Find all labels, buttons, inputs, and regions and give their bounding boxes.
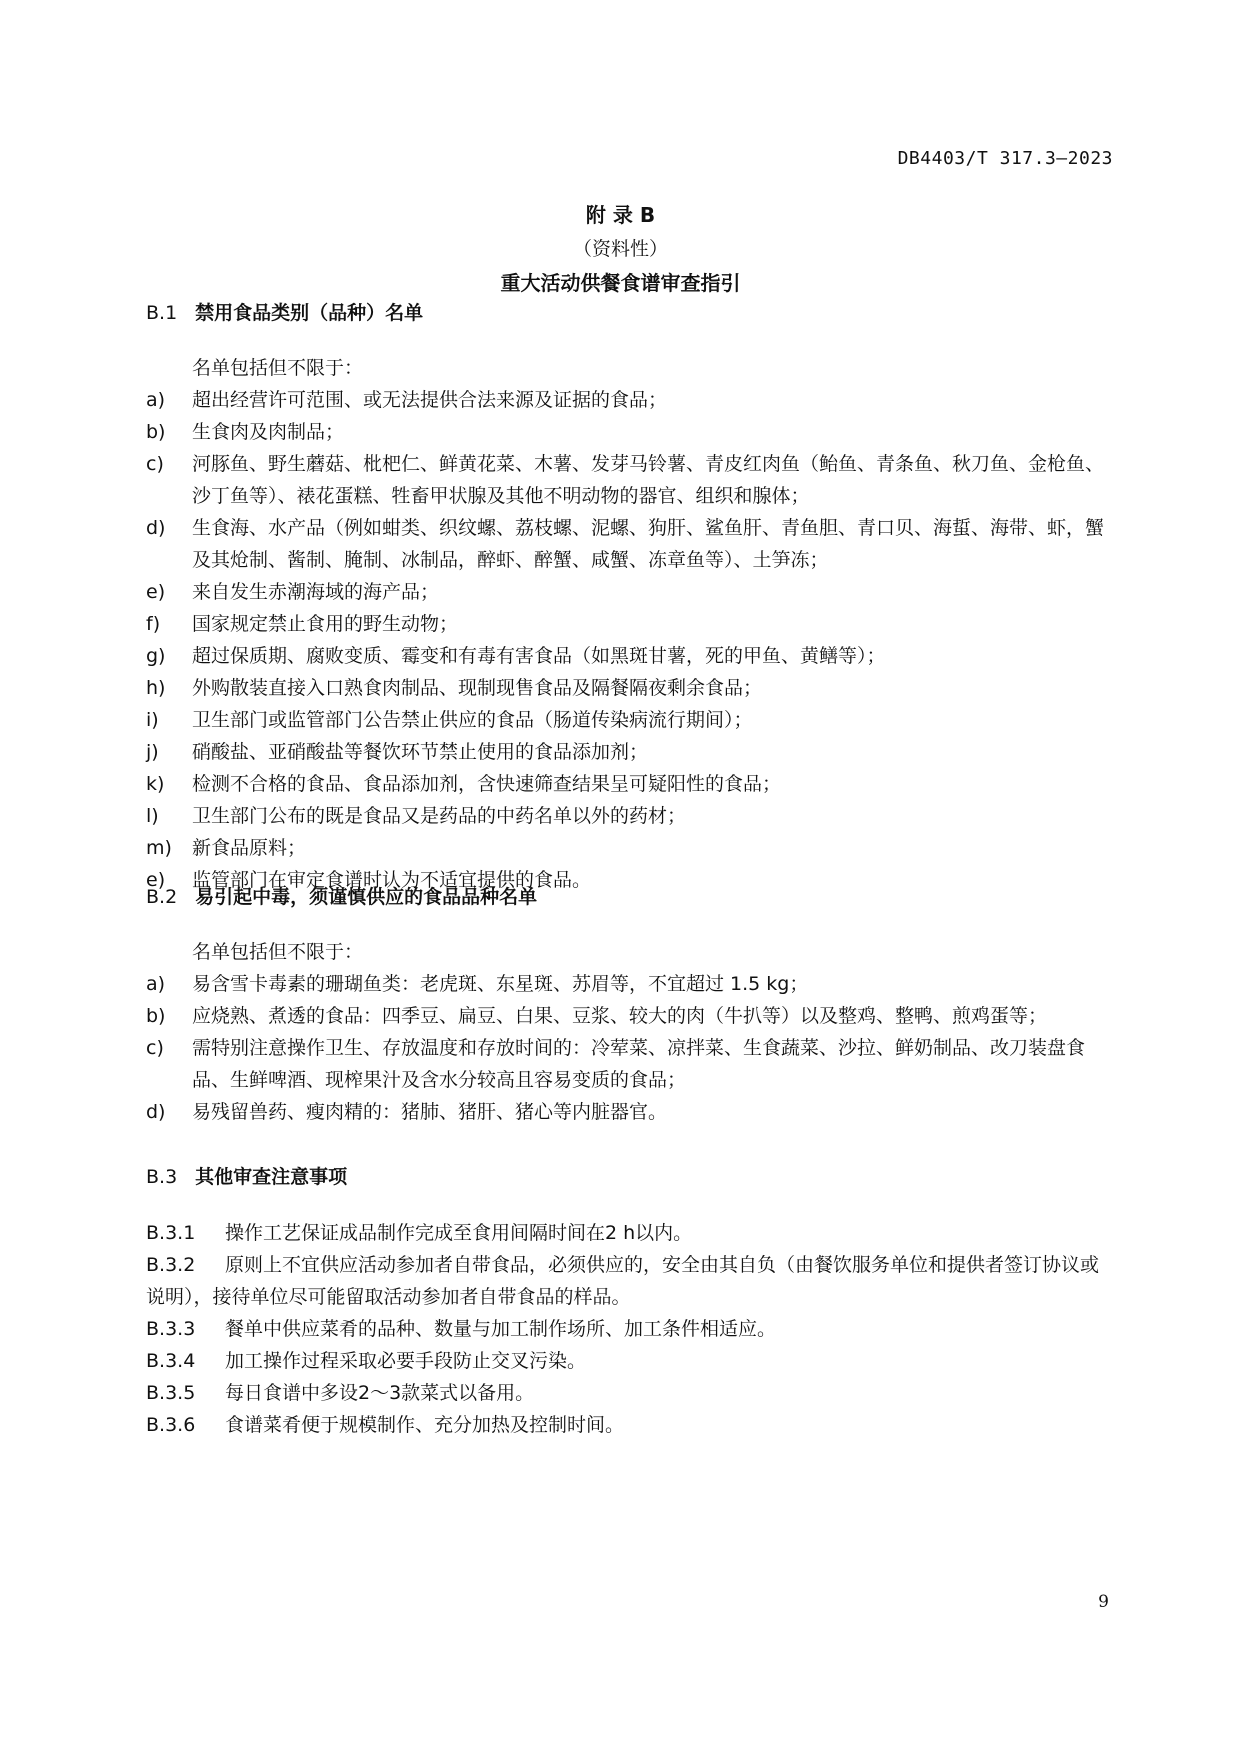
item-text: 超出经营许可范围、或无法提供合法来源及证据的食品；: [192, 389, 668, 411]
clause-number: B.3.1: [146, 1222, 196, 1244]
list-intro: 名单包括但不限于：: [192, 941, 364, 963]
clause-text: 餐单中供应菜肴的品种、数量与加工制作场所、加工条件相适应。: [225, 1318, 777, 1340]
clause-text: 操作工艺保证成品制作完成至食用间隔时间在2 h以内。: [225, 1222, 693, 1244]
item-text: 应烧熟、煮透的食品：四季豆、扁豆、白果、豆浆、较大的肉（牛扒等）以及整鸡、整鸭、煎鸡蛋等；: [192, 1005, 1048, 1027]
item-text: 监管部门在审定食谱时认为不适宜提供的食品。: [192, 869, 592, 891]
list-item: [146, 1096, 1111, 1128]
section-number: B.1: [146, 302, 178, 324]
item-text: 国家规定禁止食用的野生动物；: [192, 613, 459, 635]
item-label: a): [146, 973, 166, 995]
section-b2-body: [146, 936, 1111, 1128]
clause-number: B.3.6: [146, 1414, 196, 1436]
section-b3-heading: [146, 1162, 347, 1189]
list-item: [146, 704, 1111, 736]
clause-text: 加工操作过程采取必要手段防止交叉污染。: [225, 1350, 587, 1372]
appendix-name: 重大活动供餐食谱审查指引: [500, 271, 741, 295]
section-number: B.2: [146, 886, 178, 908]
list-item: [146, 832, 1111, 864]
item-label: c): [146, 1037, 164, 1059]
item-text: 卫生部门或监管部门公告禁止供应的食品（肠道传染病流行期间）；: [192, 709, 753, 731]
item-text: 卫生部门公布的既是食品又是药品的中药名单以外的药材；: [192, 805, 687, 827]
item-label: g): [146, 645, 166, 667]
item-text: 需特别注意操作卫生、存放温度和存放时间的：冷荤菜、凉拌菜、生食蔬菜、沙拉、鲜奶制品、改刀装盘食品、生鲜啤酒、现榨果汁及含水分较高且容易变质的食品；: [192, 1037, 1086, 1091]
clause-number: B.3.4: [146, 1350, 196, 1372]
item-text: 来自发生赤潮海域的海产品；: [192, 581, 440, 603]
clause-text: 食谱菜肴便于规模制作、充分加热及控制时间。: [225, 1414, 625, 1436]
clause: [146, 1313, 1111, 1345]
clause: [146, 1217, 1111, 1249]
item-text: 检测不合格的食品、食品添加剂，含快速筛查结果呈可疑阳性的食品；: [192, 773, 782, 795]
list-item: [146, 768, 1111, 800]
item-label: b): [146, 421, 166, 443]
list-item: [146, 968, 1111, 1000]
item-label: f): [146, 613, 161, 635]
clause-number: B.3.5: [146, 1382, 196, 1404]
item-text: 易含雪卡毒素的珊瑚鱼类：老虎斑、东星斑、苏眉等，不宜超过 1.5 kg；: [192, 973, 809, 995]
clause-number: B.3.3: [146, 1318, 196, 1340]
list-item: [146, 672, 1111, 704]
section-b1-heading: [146, 298, 423, 325]
section-title: 禁用食品类别（品种）名单: [195, 302, 424, 324]
item-text: 新食品原料；: [192, 837, 307, 859]
clause: [146, 1345, 1111, 1377]
item-text: 超过保质期、腐败变质、霉变和有毒有害食品（如黑斑甘薯，死的甲鱼、黄鳝等）；: [192, 645, 886, 667]
clause-number: B.3.2: [146, 1254, 196, 1276]
item-label: h): [146, 677, 166, 699]
item-text: 易残留兽药、瘦肉精的：猪肺、猪肝、猪心等内脏器官。: [192, 1101, 668, 1123]
item-label: b): [146, 1005, 166, 1027]
item-text: 外购散装直接入口熟食肉制品、现制现售食品及隔餐隔夜剩余食品；: [192, 677, 763, 699]
section-title: 其他审查注意事项: [195, 1166, 348, 1188]
item-label: j): [146, 741, 159, 763]
appendix-nature: （资料性）: [572, 238, 668, 260]
list-item: [146, 576, 1111, 608]
section-b1-body: [146, 352, 1111, 896]
list-item: [146, 448, 1111, 512]
clause: [146, 1409, 1111, 1441]
section-b2-heading: [146, 882, 537, 909]
item-text: 生食肉及肉制品；: [192, 421, 345, 443]
item-text: 生食海、水产品（例如蚶类、织纹螺、荔枝螺、泥螺、狗肝、鲨鱼肝、青鱼胆、青口贝、海蜇、海带、虾，蟹及其炝制、酱制、腌制、冰制品，醉虾、醉蟹、咸蟹、冻章鱼等）、土笋冻；: [192, 517, 1105, 571]
list-item: [146, 1032, 1111, 1096]
list-item: [146, 512, 1111, 576]
item-text: 硝酸盐、亚硝酸盐等餐饮环节禁止使用的食品添加剂；: [192, 741, 649, 763]
section-title: 易引起中毒，须谨慎供应的食品品种名单: [195, 886, 538, 908]
list-item: [146, 800, 1111, 832]
item-text: 河豚鱼、野生蘑菇、枇杷仁、鲜黄花菜、木薯、发芽马铃薯、青皮红肉鱼（鲐鱼、青条鱼、秋刀鱼、金枪鱼、沙丁鱼等）、裱花蛋糕、牲畜甲状腺及其他不明动物的器官、组织和腺体；: [192, 453, 1105, 507]
appendix-title-block: [0, 198, 1241, 300]
list-item: [146, 416, 1111, 448]
document-code: DB4403/T 317.3—2023: [897, 148, 1113, 169]
clause: [146, 1377, 1111, 1409]
item-label: e): [146, 869, 166, 891]
item-label: d): [146, 1101, 166, 1123]
list-item: [146, 1000, 1111, 1032]
item-label: k): [146, 773, 165, 795]
item-label: i): [146, 709, 159, 731]
list-item: [146, 736, 1111, 768]
item-label: c): [146, 453, 164, 475]
list-item: [146, 640, 1111, 672]
list-item: [146, 384, 1111, 416]
list-item: [146, 608, 1111, 640]
section-b3-body: [146, 1217, 1111, 1441]
clause-text: 原则上不宜供应活动参加者自带食品，必须供应的，安全由其自负（由餐饮服务单位和提供者签订协议或说明），接待单位尽可能留取活动参加者自带食品的样品。: [146, 1254, 1100, 1308]
item-label: e): [146, 581, 166, 603]
item-label: a): [146, 389, 166, 411]
clause-text: 每日食谱中多设2～3款菜式以备用。: [225, 1382, 535, 1404]
item-label: m): [146, 837, 172, 859]
section-number: B.3: [146, 1166, 178, 1188]
clause: [146, 1249, 1111, 1313]
appendix-label: 附 录 B: [585, 203, 656, 227]
page-number: 9: [1098, 1592, 1109, 1612]
item-label: l): [146, 805, 159, 827]
item-label: d): [146, 517, 166, 539]
list-intro: 名单包括但不限于：: [192, 357, 364, 379]
